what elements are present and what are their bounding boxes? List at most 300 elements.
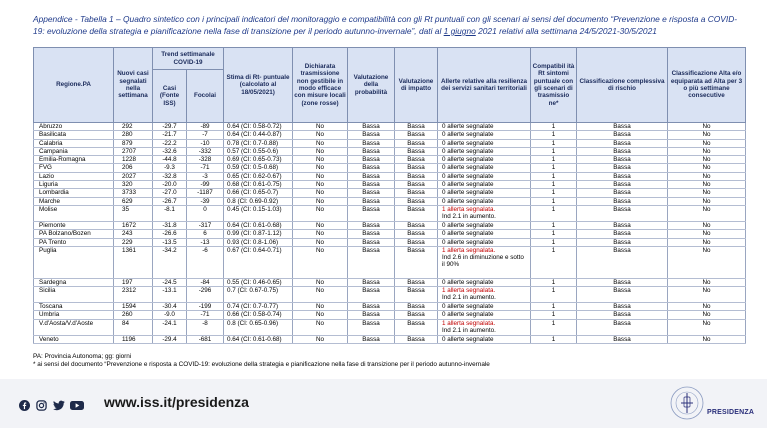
indicators-table-container	[33, 47, 745, 344]
row-casi: -32.8	[153, 172, 187, 180]
youtube-icon[interactable]	[70, 398, 84, 409]
row-focolai: -296	[187, 287, 224, 303]
row-alta: No	[668, 303, 746, 311]
instagram-icon[interactable]	[36, 398, 47, 409]
row-dichiarata: No	[293, 164, 348, 172]
row-regione: Lombardia	[34, 189, 114, 197]
row-compatibilita: 1	[531, 197, 577, 205]
row-compatibilita: 1	[531, 230, 577, 238]
row-dichiarata: No	[293, 205, 348, 221]
row-regione: FVG	[34, 164, 114, 172]
row-regione: Liguria	[34, 181, 114, 189]
row-alta: No	[668, 335, 746, 343]
row-alta: No	[668, 319, 746, 335]
row-casi: -34.2	[153, 246, 187, 278]
allerta-segnalata-text: 1 allerta segnalata.	[442, 205, 496, 213]
row-classificazione: Bassa	[577, 131, 668, 139]
row-stima-rt: 0.69 (CI: 0.65-0.73)	[224, 156, 293, 164]
table-row	[34, 278, 746, 286]
row-dichiarata: No	[293, 319, 348, 335]
header-classificazione-alta: Classificazione Alta e/o equiparata ad Alta per 3 o più settimane consecutive	[668, 48, 746, 123]
row-allerte: 0 allerte segnalate	[438, 147, 531, 155]
allerta-segnalata-text: 1 allerta segnalata.	[442, 246, 496, 254]
row-casi: -26.7	[153, 197, 187, 205]
row-probabilita: Bassa	[348, 221, 395, 229]
row-casi: -24.5	[153, 278, 187, 286]
row-alta: No	[668, 156, 746, 164]
row-dichiarata: No	[293, 246, 348, 278]
row-allerte: 0 allerte segnalate	[438, 123, 531, 131]
row-compatibilita: 1	[531, 189, 577, 197]
indicators-table	[33, 47, 746, 344]
header-nuovi-casi: Nuovi casi segnalati nella settimana	[114, 48, 153, 123]
row-classificazione: Bassa	[577, 189, 668, 197]
row-classificazione: Bassa	[577, 164, 668, 172]
header-stima-rt: Stima di Rt- puntuale (calcolato al 18/05/2021)	[224, 48, 293, 123]
row-stima-rt: 0.66 (CI: 0.58-0.74)	[224, 311, 293, 319]
row-focolai: -1187	[187, 189, 224, 197]
row-impatto: Bassa	[395, 123, 438, 131]
row-compatibilita: 1	[531, 131, 577, 139]
row-probabilita: Bassa	[348, 303, 395, 311]
row-dichiarata: No	[293, 278, 348, 286]
row-classificazione: Bassa	[577, 221, 668, 229]
allerta-detail-text: Ind 2.6 in diminuzione e sotto il 90%	[442, 254, 524, 269]
row-stima-rt: 0.99 (CI: 0.87-1.12)	[224, 230, 293, 238]
row-focolai: -13	[187, 238, 224, 246]
row-focolai: -39	[187, 197, 224, 205]
row-focolai: -328	[187, 156, 224, 164]
row-alta: No	[668, 147, 746, 155]
row-casi: -20.0	[153, 181, 187, 189]
row-stima-rt: 0.67 (CI: 0.64-0.71)	[224, 246, 293, 278]
row-impatto: Bassa	[395, 131, 438, 139]
row-probabilita: Bassa	[348, 131, 395, 139]
header-classificazione: Classificazione complessiva di rischio	[577, 48, 668, 123]
header-regione: Regione.PA	[34, 48, 114, 123]
table-row	[34, 303, 746, 311]
row-alta: No	[668, 131, 746, 139]
row-compatibilita: 1	[531, 172, 577, 180]
row-probabilita: Bassa	[348, 181, 395, 189]
row-focolai: -84	[187, 278, 224, 286]
header-compatibilita: Compatibil ità Rt sintomi puntuale con gli scenari di trasmissio ne*	[531, 48, 577, 123]
row-probabilita: Bassa	[348, 139, 395, 147]
row-probabilita: Bassa	[348, 156, 395, 164]
row-nuovi-casi: 243	[114, 230, 153, 238]
row-dichiarata: No	[293, 335, 348, 343]
row-regione: Puglia	[34, 246, 114, 278]
row-compatibilita: 1	[531, 246, 577, 278]
row-stima-rt: 0.65 (CI: 0.62-0.67)	[224, 172, 293, 180]
row-compatibilita: 1	[531, 164, 577, 172]
row-alta: No	[668, 278, 746, 286]
row-classificazione: Bassa	[577, 147, 668, 155]
title-text: Appendice - Tabella 1 – Quadro sintetico con i principali indicatori del monitoraggio e compatibilità con gli Rt puntuali con gli scenari ai sensi del documento “Prevenzione e risposta a COVID-19: evoluzione della strategia e pianificazione nella fase di transizione per il periodo autunno-invernale”, dati al	[33, 14, 738, 36]
table-row	[34, 172, 746, 180]
row-impatto: Bassa	[395, 319, 438, 335]
row-alta: No	[668, 123, 746, 131]
row-probabilita: Bassa	[348, 319, 395, 335]
table-row	[34, 164, 746, 172]
row-nuovi-casi: 1361	[114, 246, 153, 278]
row-casi: -9.0	[153, 311, 187, 319]
row-dichiarata: No	[293, 303, 348, 311]
row-probabilita: Bassa	[348, 205, 395, 221]
row-compatibilita: 1	[531, 319, 577, 335]
row-classificazione: Bassa	[577, 197, 668, 205]
header-trend: Trend settimanale COVID-19	[153, 48, 224, 70]
row-alta: No	[668, 205, 746, 221]
row-regione: Molise	[34, 205, 114, 221]
row-impatto: Bassa	[395, 172, 438, 180]
row-regione: Veneto	[34, 335, 114, 343]
row-impatto: Bassa	[395, 335, 438, 343]
row-casi: -27.0	[153, 189, 187, 197]
row-focolai: 0	[187, 205, 224, 221]
row-casi: -30.4	[153, 303, 187, 311]
row-probabilita: Bassa	[348, 278, 395, 286]
row-allerte: 0 allerte segnalate	[438, 311, 531, 319]
row-nuovi-casi: 320	[114, 181, 153, 189]
row-classificazione: Bassa	[577, 246, 668, 278]
row-focolai: -332	[187, 147, 224, 155]
row-regione: PA Trento	[34, 238, 114, 246]
row-regione: Piemonte	[34, 221, 114, 229]
row-nuovi-casi: 3733	[114, 189, 153, 197]
row-classificazione: Bassa	[577, 311, 668, 319]
row-stima-rt: 0.93 (CI: 0.8-1.06)	[224, 238, 293, 246]
row-casi: -8.1	[153, 205, 187, 221]
table-row	[34, 238, 746, 246]
header-valutazione-probabilita: Valutazione della probabilità	[348, 48, 395, 123]
table-notes	[33, 353, 490, 369]
row-nuovi-casi: 260	[114, 311, 153, 319]
row-nuovi-casi: 2707	[114, 147, 153, 155]
row-allerte: 0 allerte segnalate	[438, 139, 531, 147]
row-allerte: 0 allerte segnalate	[438, 278, 531, 286]
row-stima-rt: 0.45 (CI: 0.15-1.03)	[224, 205, 293, 221]
row-casi: -24.1	[153, 319, 187, 335]
row-probabilita: Bassa	[348, 246, 395, 278]
row-nuovi-casi: 197	[114, 278, 153, 286]
row-stima-rt: 0.57 (CI: 0.55-0.6)	[224, 147, 293, 155]
row-focolai: -3	[187, 172, 224, 180]
table-row	[34, 156, 746, 164]
row-impatto: Bassa	[395, 311, 438, 319]
table-row	[34, 230, 746, 238]
row-focolai: -71	[187, 164, 224, 172]
row-probabilita: Bassa	[348, 287, 395, 303]
row-nuovi-casi: 84	[114, 319, 153, 335]
row-alta: No	[668, 230, 746, 238]
table-row	[34, 335, 746, 343]
row-allerte: 0 allerte segnalate	[438, 221, 531, 229]
allerta-segnalata-text: 1 allerta segnalata.	[442, 319, 496, 327]
facebook-icon[interactable]	[19, 398, 30, 409]
row-focolai: -681	[187, 335, 224, 343]
row-impatto: Bassa	[395, 287, 438, 303]
row-nuovi-casi: 229	[114, 238, 153, 246]
row-nuovi-casi: 206	[114, 164, 153, 172]
row-regione: Toscana	[34, 303, 114, 311]
row-impatto: Bassa	[395, 278, 438, 286]
row-impatto: Bassa	[395, 303, 438, 311]
row-compatibilita: 1	[531, 205, 577, 221]
row-classificazione: Bassa	[577, 287, 668, 303]
allerta-detail-text: Ind 2.1 in aumento.	[442, 213, 496, 221]
twitter-icon[interactable]	[53, 398, 64, 409]
row-probabilita: Bassa	[348, 197, 395, 205]
row-probabilita: Bassa	[348, 311, 395, 319]
row-focolai: -71	[187, 311, 224, 319]
row-classificazione: Bassa	[577, 278, 668, 286]
row-dichiarata: No	[293, 147, 348, 155]
logo-presidenza-text: PRESIDENZA	[707, 409, 755, 416]
title-date-link[interactable]: 1 giugno	[443, 26, 476, 36]
row-allerte: 0 allerte segnalate	[438, 189, 531, 197]
row-focolai: -6	[187, 246, 224, 278]
row-dichiarata: No	[293, 311, 348, 319]
row-regione: Umbria	[34, 311, 114, 319]
row-dichiarata: No	[293, 172, 348, 180]
row-probabilita: Bassa	[348, 123, 395, 131]
row-compatibilita: 1	[531, 311, 577, 319]
row-dichiarata: No	[293, 189, 348, 197]
row-stima-rt: 0.7 (CI: 0.67-0.75)	[224, 287, 293, 303]
row-classificazione: Bassa	[577, 172, 668, 180]
allerta-segnalata-text: 1 allerta segnalata.	[442, 287, 496, 295]
row-dichiarata: No	[293, 221, 348, 229]
row-impatto: Bassa	[395, 181, 438, 189]
row-stima-rt: 0.8 (CI: 0.69-0.92)	[224, 197, 293, 205]
row-classificazione: Bassa	[577, 156, 668, 164]
row-dichiarata: No	[293, 123, 348, 131]
row-focolai: -89	[187, 123, 224, 131]
row-nuovi-casi: 2027	[114, 172, 153, 180]
row-regione: Basilicata	[34, 131, 114, 139]
row-focolai: -10	[187, 139, 224, 147]
header-valutazione-impatto: Valutazione di impatto	[395, 48, 438, 123]
row-focolai: 6	[187, 230, 224, 238]
row-compatibilita: 1	[531, 335, 577, 343]
table-row	[34, 311, 746, 319]
row-dichiarata: No	[293, 156, 348, 164]
row-regione: Sicilia	[34, 287, 114, 303]
row-nuovi-casi: 879	[114, 139, 153, 147]
row-classificazione: Bassa	[577, 319, 668, 335]
row-impatto: Bassa	[395, 156, 438, 164]
row-casi: -13.5	[153, 238, 187, 246]
allerta-detail-text: Ind 2.1 in aumento.	[442, 294, 496, 302]
row-regione: Abruzzo	[34, 123, 114, 131]
social-icons	[19, 398, 84, 409]
row-classificazione: Bassa	[577, 139, 668, 147]
row-allerte: 0 allerte segnalate	[438, 303, 531, 311]
row-allerte: 0 allerte segnalate	[438, 238, 531, 246]
row-alta: No	[668, 246, 746, 278]
table-row	[34, 319, 746, 335]
header-dichiarata: Dichiarata trasmissione non gestibile in modo efficace con misure locali (zone rosse)	[293, 48, 348, 123]
row-alta: No	[668, 221, 746, 229]
row-casi: -21.7	[153, 131, 187, 139]
row-classificazione: Bassa	[577, 230, 668, 238]
row-casi: -22.2	[153, 139, 187, 147]
row-casi: -32.6	[153, 147, 187, 155]
row-impatto: Bassa	[395, 197, 438, 205]
row-nuovi-casi: 292	[114, 123, 153, 131]
row-stima-rt: 0.68 (CI: 0.61-0.75)	[224, 181, 293, 189]
row-impatto: Bassa	[395, 147, 438, 155]
header-focolai: Focolai	[187, 70, 224, 123]
row-compatibilita: 1	[531, 303, 577, 311]
row-stima-rt: 0.78 (CI: 0.7-0.88)	[224, 139, 293, 147]
row-casi: -9.3	[153, 164, 187, 172]
row-probabilita: Bassa	[348, 172, 395, 180]
row-nuovi-casi: 629	[114, 197, 153, 205]
row-nuovi-casi: 35	[114, 205, 153, 221]
row-regione: Calabria	[34, 139, 114, 147]
row-probabilita: Bassa	[348, 189, 395, 197]
row-compatibilita: 1	[531, 238, 577, 246]
row-allerte: 0 allerte segnalate	[438, 181, 531, 189]
row-allerte	[438, 319, 531, 335]
table-row	[34, 246, 746, 278]
row-stima-rt: 0.66 (CI: 0.65-0.7)	[224, 189, 293, 197]
allerta-detail-text: Ind 2.1 in aumento.	[442, 327, 496, 335]
row-compatibilita: 1	[531, 123, 577, 131]
row-impatto: Bassa	[395, 246, 438, 278]
table-row	[34, 221, 746, 229]
row-probabilita: Bassa	[348, 230, 395, 238]
row-dichiarata: No	[293, 181, 348, 189]
table-row	[34, 139, 746, 147]
table-row	[34, 131, 746, 139]
table-body	[34, 123, 746, 344]
row-classificazione: Bassa	[577, 205, 668, 221]
row-alta: No	[668, 238, 746, 246]
row-regione: Lazio	[34, 172, 114, 180]
row-probabilita: Bassa	[348, 147, 395, 155]
row-casi: -29.7	[153, 123, 187, 131]
row-dichiarata: No	[293, 230, 348, 238]
row-dichiarata: No	[293, 131, 348, 139]
row-nuovi-casi: 1228	[114, 156, 153, 164]
row-alta: No	[668, 139, 746, 147]
row-classificazione: Bassa	[577, 238, 668, 246]
row-stima-rt: 0.74 (CI: 0.7-0.77)	[224, 303, 293, 311]
table-row	[34, 181, 746, 189]
title-text-end: 2021 relativi alla settimana 24/5/2021-30/5/2021	[475, 26, 657, 36]
row-stima-rt: 0.64 (CI: 0.44-0.87)	[224, 131, 293, 139]
row-probabilita: Bassa	[348, 335, 395, 343]
row-regione: V.d'Aosta/V.d'Aoste	[34, 319, 114, 335]
row-allerte	[438, 205, 531, 221]
row-classificazione: Bassa	[577, 335, 668, 343]
row-impatto: Bassa	[395, 164, 438, 172]
row-allerte: 0 allerte segnalate	[438, 197, 531, 205]
row-classificazione: Bassa	[577, 303, 668, 311]
row-probabilita: Bassa	[348, 164, 395, 172]
row-dichiarata: No	[293, 197, 348, 205]
row-compatibilita: 1	[531, 221, 577, 229]
table-row	[34, 147, 746, 155]
row-regione: Sardegna	[34, 278, 114, 286]
note-abbreviations: PA: Provincia Autonoma; gg: giorni	[33, 353, 132, 360]
row-allerte: 0 allerte segnalate	[438, 335, 531, 343]
row-casi: -29.4	[153, 335, 187, 343]
row-stima-rt: 0.59 (CI: 0.5-0.68)	[224, 164, 293, 172]
note-footnote: * ai sensi del documento “Prevenzione e risposta a COVID-19: evoluzione della strategia e pianificazione nella fase di transizione per il periodo autunno-invernale	[33, 361, 490, 368]
row-nuovi-casi: 1196	[114, 335, 153, 343]
row-compatibilita: 1	[531, 278, 577, 286]
row-alta: No	[668, 181, 746, 189]
row-casi: -13.1	[153, 287, 187, 303]
row-compatibilita: 1	[531, 287, 577, 303]
row-compatibilita: 1	[531, 147, 577, 155]
row-focolai: -199	[187, 303, 224, 311]
row-nuovi-casi: 1594	[114, 303, 153, 311]
row-allerte: 0 allerte segnalate	[438, 164, 531, 172]
row-alta: No	[668, 172, 746, 180]
header-casi: Casi (Fonte ISS)	[153, 70, 187, 123]
row-allerte: 0 allerte segnalate	[438, 172, 531, 180]
row-stima-rt: 0.55 (CI: 0.46-0.65)	[224, 278, 293, 286]
row-classificazione: Bassa	[577, 181, 668, 189]
row-compatibilita: 1	[531, 181, 577, 189]
table-row	[34, 197, 746, 205]
row-impatto: Bassa	[395, 230, 438, 238]
row-regione: Emilia-Romagna	[34, 156, 114, 164]
table-row	[34, 287, 746, 303]
row-compatibilita: 1	[531, 156, 577, 164]
row-stima-rt: 0.64 (CI: 0.61-0.68)	[224, 221, 293, 229]
row-alta: No	[668, 287, 746, 303]
row-nuovi-casi: 1672	[114, 221, 153, 229]
row-impatto: Bassa	[395, 189, 438, 197]
row-impatto: Bassa	[395, 221, 438, 229]
row-dichiarata: No	[293, 139, 348, 147]
row-dichiarata: No	[293, 287, 348, 303]
footer-url[interactable]: www.iss.it/presidenza	[104, 394, 249, 410]
row-casi: -31.8	[153, 221, 187, 229]
row-focolai: -8	[187, 319, 224, 335]
row-stima-rt: 0.8 (CI: 0.65-0.96)	[224, 319, 293, 335]
row-alta: No	[668, 311, 746, 319]
row-alta: No	[668, 197, 746, 205]
row-classificazione: Bassa	[577, 123, 668, 131]
row-regione: PA Bolzano/Bozen	[34, 230, 114, 238]
row-nuovi-casi: 2312	[114, 287, 153, 303]
row-allerte	[438, 246, 531, 278]
row-focolai: -99	[187, 181, 224, 189]
row-allerte: 0 allerte segnalate	[438, 156, 531, 164]
row-regione: Campania	[34, 147, 114, 155]
iss-logo	[655, 383, 755, 423]
row-focolai: -7	[187, 131, 224, 139]
row-regione: Marche	[34, 197, 114, 205]
row-stima-rt: 0.64 (CI: 0.58-0.72)	[224, 123, 293, 131]
row-allerte	[438, 287, 531, 303]
row-focolai: -317	[187, 221, 224, 229]
table-row	[34, 123, 746, 131]
row-compatibilita: 1	[531, 139, 577, 147]
row-nuovi-casi: 280	[114, 131, 153, 139]
row-impatto: Bassa	[395, 139, 438, 147]
row-dichiarata: No	[293, 238, 348, 246]
table-row	[34, 205, 746, 221]
document-title	[33, 13, 745, 37]
